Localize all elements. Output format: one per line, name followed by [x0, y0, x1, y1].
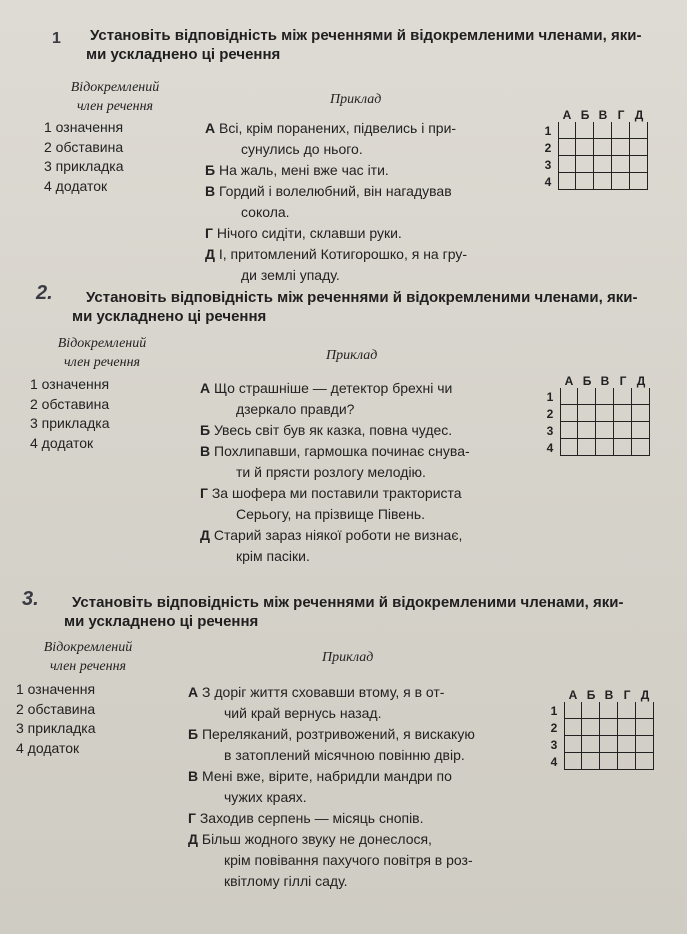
answer-cell[interactable]: [612, 139, 630, 156]
answer-cell[interactable]: [576, 139, 594, 156]
term-item: 4 додаток: [16, 739, 80, 756]
answer-cell[interactable]: [578, 405, 596, 422]
task-instruction: Установіть відповідність між реченнями й відокремленими членами, яки- ми ускладнено ці речення: [64, 594, 624, 630]
answer-cell[interactable]: [576, 122, 594, 139]
term-item: 3 прикладка: [16, 720, 96, 736]
task-number: 1: [52, 30, 61, 47]
term-item: 4 додаток: [30, 434, 94, 451]
answer-cell[interactable]: [594, 122, 612, 139]
column-header-term: Відокремлений член речення: [70, 80, 160, 114]
example-item: Б Увесь світ був як казка, повна чудес.: [200, 422, 453, 438]
task-instruction: Установіть відповідність між реченнями й відокремленими членами, яки- ми ускладнено ці речення: [72, 289, 638, 325]
example-item: А Всі, крім поранених, підвелись і при- сунулись до нього.: [205, 120, 457, 157]
example-item: Г За шофера ми поставили тракториста Серьогу, на прізвище Півень.: [200, 485, 462, 522]
answer-cell[interactable]: [582, 719, 600, 736]
examples-list: [205, 118, 535, 286]
task-number: 3.: [22, 588, 39, 610]
answer-cell[interactable]: [558, 173, 576, 190]
answer-cell[interactable]: [630, 122, 648, 139]
answer-cell[interactable]: [564, 719, 582, 736]
answer-cell[interactable]: [564, 736, 582, 753]
examples-list: [200, 378, 530, 567]
term-item: 2 обставина: [30, 395, 110, 412]
answer-cell[interactable]: [632, 439, 650, 456]
term-item: 1 означення: [16, 681, 96, 697]
term-item: 4 додаток: [44, 177, 108, 194]
answer-cell[interactable]: [560, 422, 578, 439]
answer-cell[interactable]: [578, 439, 596, 456]
task-number: 2.: [36, 282, 53, 304]
answer-cell[interactable]: [582, 702, 600, 719]
answer-cell[interactable]: [558, 156, 576, 173]
example-item: Г Нічого сидіти, склавши руки.: [205, 225, 402, 241]
column-header-example: Приклад: [326, 348, 378, 363]
answer-cell[interactable]: [618, 753, 636, 770]
column-header-example: Приклад: [330, 92, 382, 107]
answer-cell[interactable]: [618, 702, 636, 719]
answer-cell[interactable]: [632, 388, 650, 405]
example-item: Г Заходив серпень — місяць снопів.: [188, 810, 424, 826]
answer-cell[interactable]: [578, 422, 596, 439]
term-item: 1 означення: [44, 119, 124, 135]
answer-cell[interactable]: [612, 173, 630, 190]
answer-cell[interactable]: [564, 753, 582, 770]
answer-cell[interactable]: [560, 439, 578, 456]
answer-cell[interactable]: [614, 405, 632, 422]
answer-cell[interactable]: [594, 173, 612, 190]
answer-cell[interactable]: [632, 422, 650, 439]
answer-grid: А Б В Г Д 1 2 3 4: [542, 374, 650, 456]
answer-cell[interactable]: [582, 736, 600, 753]
answer-cell[interactable]: [594, 139, 612, 156]
answer-cell[interactable]: [596, 422, 614, 439]
example-item: В Похлипавши, гармошка починає снува- ти й прясти розлогу мелодію.: [200, 443, 470, 480]
answer-cell[interactable]: [632, 405, 650, 422]
answer-cell[interactable]: [614, 439, 632, 456]
answer-cell[interactable]: [636, 702, 654, 719]
example-item: Д Старий зараз ніякої роботи не визнає, крім пасіки.: [200, 527, 463, 564]
term-item: 3 прикладка: [44, 158, 124, 174]
terms-list: [44, 118, 124, 196]
answer-grid: А Б В Г Д 1 2 3 4: [540, 108, 648, 190]
answer-cell[interactable]: [596, 439, 614, 456]
example-item: А З доріг життя сховавши втому, я в от- чий край вернусь назад.: [188, 684, 445, 721]
answer-cell[interactable]: [576, 156, 594, 173]
answer-cell[interactable]: [594, 156, 612, 173]
answer-cell[interactable]: [600, 736, 618, 753]
answer-cell[interactable]: [560, 405, 578, 422]
term-item: 1 означення: [30, 376, 110, 392]
answer-cell[interactable]: [596, 405, 614, 422]
answer-cell[interactable]: [630, 139, 648, 156]
task-instruction: Установіть відповідність між реченнями й відокремленими членами, яки- ми ускладнено ці речення: [86, 27, 642, 63]
example-item: А Що страшніше — детектор брехні чи дзеркало правди?: [200, 380, 453, 417]
answer-cell[interactable]: [600, 719, 618, 736]
answer-cell[interactable]: [558, 122, 576, 139]
answer-cell[interactable]: [564, 702, 582, 719]
example-item: Б На жаль, мені вже час іти.: [205, 162, 389, 178]
answer-grid: А Б В Г Д 1 2 3 4: [546, 688, 654, 770]
examples-list: [188, 682, 533, 892]
column-header-example: Приклад: [322, 650, 374, 665]
answer-cell[interactable]: [576, 173, 594, 190]
example-item: Д І, притомлений Котигорошко, я на гру- ди землі упаду.: [205, 246, 467, 283]
answer-cell[interactable]: [630, 156, 648, 173]
answer-cell[interactable]: [560, 388, 578, 405]
answer-cell[interactable]: [558, 139, 576, 156]
answer-cell[interactable]: [618, 719, 636, 736]
example-item: В Гордий і волелюбний, він нагадував сокола.: [205, 183, 452, 220]
answer-cell[interactable]: [636, 719, 654, 736]
answer-cell[interactable]: [582, 753, 600, 770]
answer-cell[interactable]: [600, 702, 618, 719]
answer-cell[interactable]: [614, 388, 632, 405]
example-item: Б Переляканий, розтривожений, я вискакую в затоплений місячною повінню двір.: [188, 726, 475, 763]
example-item: Д Більш жодного звуку не донеслося, крім повівання пахучого повітря в роз- квітлому гіллі саду.: [188, 831, 473, 889]
answer-cell[interactable]: [630, 173, 648, 190]
answer-cell[interactable]: [612, 156, 630, 173]
column-header-term: Відокремлений член речення: [43, 640, 133, 674]
answer-cell[interactable]: [600, 753, 618, 770]
answer-cell[interactable]: [578, 388, 596, 405]
column-header-term: Відокремлений член речення: [57, 336, 147, 370]
term-item: 3 прикладка: [30, 415, 110, 431]
term-item: 2 обставина: [44, 138, 124, 155]
answer-cell[interactable]: [596, 388, 614, 405]
answer-cell[interactable]: [636, 753, 654, 770]
answer-cell[interactable]: [618, 736, 636, 753]
term-item: 2 обставина: [16, 700, 96, 717]
example-item: В Мені вже, вірите, набридли мандри по чужих краях.: [188, 768, 452, 805]
answer-cell[interactable]: [614, 422, 632, 439]
answer-cell[interactable]: [636, 736, 654, 753]
answer-cell[interactable]: [612, 122, 630, 139]
terms-list: [30, 375, 110, 453]
terms-list: [16, 680, 96, 758]
